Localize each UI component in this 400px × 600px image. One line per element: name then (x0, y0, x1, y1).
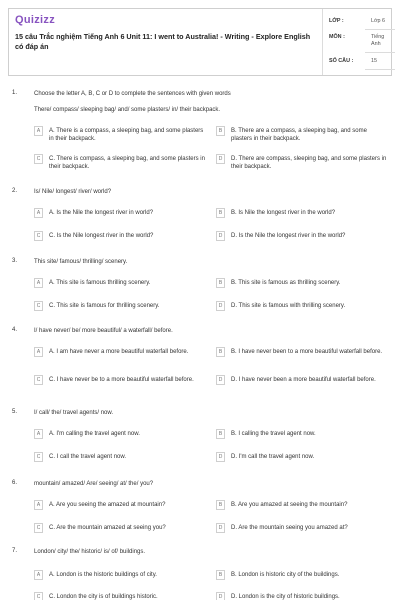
option-letter-box: A (34, 500, 43, 510)
subject-label: MÔN : (329, 34, 345, 40)
option-text: C. This site is famous for thrilling scenery. (49, 303, 160, 309)
option-text: D. There are compass, sleeping bag, and some plasters in their backpack. (231, 156, 387, 170)
option-letter-box: C (34, 452, 43, 462)
option-text: A. There is a compass, a sleeping bag, and some plasters in their backpack. (49, 128, 204, 142)
option-letter-box: A (34, 126, 43, 136)
option-letter-box: B (216, 500, 225, 510)
option-text: B. Are you amazed at seeing the mountain? (231, 502, 348, 508)
option-text: C. London the city is of buildings historic. (49, 594, 158, 600)
option-letter-box: A (34, 208, 43, 218)
option-text: A. This site is famous thrilling scenery. (49, 280, 151, 286)
option-letter-box: B (216, 347, 225, 357)
option-text: D. I'm call the travel agent now. (231, 454, 315, 460)
subject-value: Tiếng Anh (371, 34, 385, 47)
option-letter-box: D (216, 592, 225, 600)
option-letter-box: D (216, 301, 225, 311)
question-text: I/ call/ the/ travel agents/ now. (34, 410, 114, 416)
option-letter-box: A (34, 570, 43, 580)
option-letter-box: C (34, 592, 43, 600)
option-letter-box: A (34, 278, 43, 288)
option-letter-box: C (34, 231, 43, 241)
question-count-value: 15 (371, 58, 377, 64)
option-letter-box: B (216, 570, 225, 580)
option-text: B. Is Nile the longest river in the world? (231, 210, 336, 216)
option-text: C. There is compass, a sleeping bag, and some plasters in their backpack. (49, 156, 205, 170)
class-label: LỚP : (329, 18, 344, 24)
option-letter-box: B (216, 278, 225, 288)
option-text: D. This site is famous with thrilling scenery. (231, 303, 346, 309)
question-subtext: There/ compass/ sleeping bag/ and/ some plasters/ in/ their backpack. (34, 107, 221, 113)
question-number: 1. (12, 90, 18, 96)
option-text: C. I call the travel agent now. (49, 454, 127, 460)
option-letter-box: D (216, 375, 225, 385)
option-letter-box: C (34, 301, 43, 311)
question-text: mountain/ amazed/ Are/ seeing/ at/ the/ you? (34, 481, 154, 487)
option-letter-box: D (216, 523, 225, 533)
quizizz-logo: Quizizz (15, 14, 55, 26)
option-text: C. Is the Nile longest river in the world? (49, 233, 154, 239)
option-text: B. This site is famous as thrilling scenery. (231, 280, 341, 286)
option-text: C. Are the mountain amazed at seeing you? (49, 525, 166, 531)
option-text: A. Is the Nile the longest river in world? (49, 210, 154, 216)
worksheet-title: 15 câu Trắc nghiệm Tiếng Anh 6 Unit 11: I went to Australia! - Writing - Explore English có đáp án (15, 32, 311, 51)
question-text: This site/ famous/ thrilling/ scenery. (34, 259, 128, 265)
class-line (365, 29, 395, 30)
option-text: D. Are the mountain seeing you amazed at? (231, 525, 348, 531)
option-text: B. London is historic city of the buildings. (231, 572, 340, 578)
option-text: B. I have never been to a more beautiful waterfall before. (231, 349, 383, 355)
count-line (365, 69, 395, 70)
question-number: 7. (12, 548, 18, 554)
option-text: D. I have never been a more beautiful waterfall before. (231, 377, 376, 383)
question-text: I/ have never/ be/ more beautiful/ a waterfall/ before. (34, 328, 173, 334)
header-divider (322, 9, 323, 75)
question-count-label: SỐ CÂU : (329, 58, 354, 64)
question-number: 5. (12, 409, 18, 415)
question-number: 2. (12, 188, 18, 194)
subject-line (365, 52, 395, 53)
option-letter-box: B (216, 126, 225, 136)
option-text: A. I am have never a more beautiful waterfall before. (49, 349, 189, 355)
option-letter-box: C (34, 154, 43, 164)
worksheet-header (8, 8, 392, 76)
option-letter-box: D (216, 231, 225, 241)
option-letter-box: C (34, 523, 43, 533)
option-letter-box: A (34, 347, 43, 357)
question-text: Choose the letter A, B, C or D to complete the sentences with given words (34, 91, 231, 97)
option-text: B. I calling the travel agent now. (231, 431, 316, 437)
class-value: Lớp 6 (371, 18, 386, 24)
question-text: Is/ Nile/ longest/ river/ world? (34, 189, 112, 195)
option-text: B. There are a compass, a sleeping bag, and some plasters in their backpack. (231, 128, 367, 142)
option-text: D. Is the Nile the longest river in the world? (231, 233, 346, 239)
option-text: C. I have never be to a more beautiful waterfall before. (49, 377, 194, 383)
question-number: 4. (12, 327, 18, 333)
option-letter-box: C (34, 375, 43, 385)
option-letter-box: A (34, 429, 43, 439)
option-text: A. London is the historic buildings of city. (49, 572, 157, 578)
option-text: A. I'm calling the travel agent now. (49, 431, 140, 437)
option-letter-box: B (216, 429, 225, 439)
question-number: 3. (12, 258, 18, 264)
option-letter-box: D (216, 154, 225, 164)
option-letter-box: B (216, 208, 225, 218)
question-number: 6. (12, 480, 18, 486)
option-text: A. Are you seeing the amazed at mountain? (49, 502, 166, 508)
option-text: D. London is the city of historic buildings. (231, 594, 340, 600)
question-text: London/ city/ the/ historic/ is/ of/ buildings. (34, 549, 146, 555)
option-letter-box: D (216, 452, 225, 462)
